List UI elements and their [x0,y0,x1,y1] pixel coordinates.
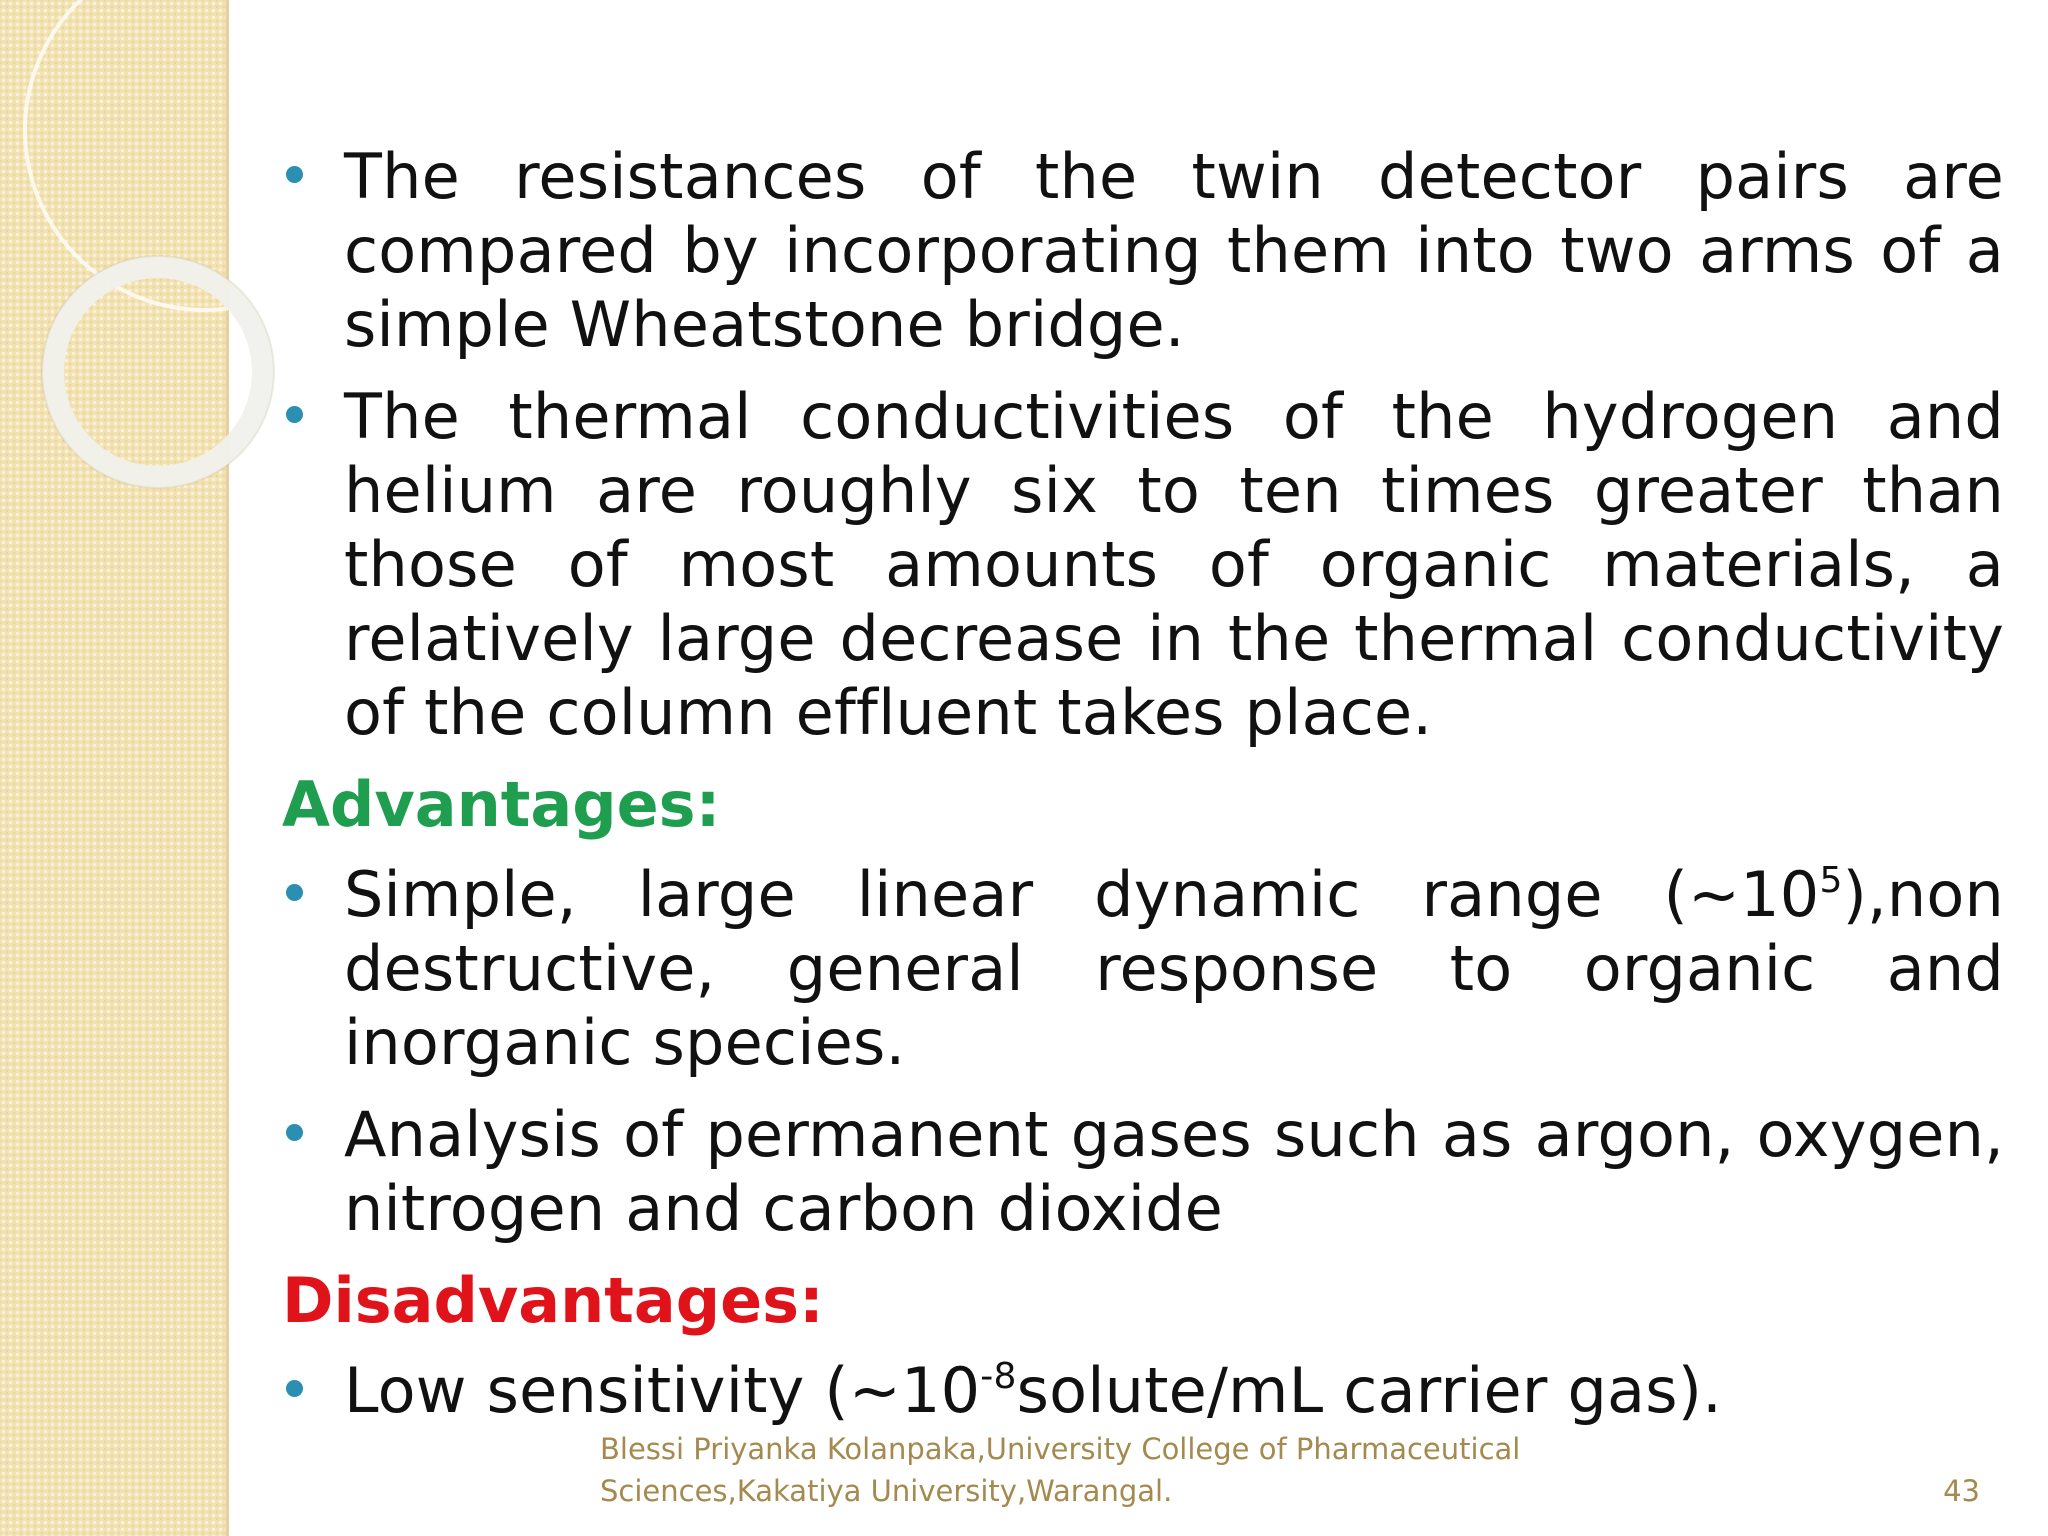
bullet-dot-icon [286,1380,303,1397]
bullet-text-before: Low sensitivity (~10 [344,1354,981,1427]
superscript-exponent: -8 [980,1356,1017,1397]
superscript-exponent: 5 [1819,860,1843,901]
bullet-text: Analysis of permanent gases such as argon, oxygen, nitrogen and carbon dioxide [344,1098,2004,1245]
small-ring [53,267,263,477]
slide-content [282,140,2004,1428]
bullet-dot-icon [286,884,303,901]
page-number: 43 [1943,1474,1980,1508]
bullet-advantage-permanent-gases [282,1098,2004,1246]
bullet-text: The resistances of the twin detector pairs are compared by incorporating them into two arms of a simple Wheatstone bridge. [344,140,2004,361]
bullet-disadvantage-sensitivity [282,1354,2004,1428]
bullet-text-after: ),non destructive, general response to organic and inorganic species. [344,858,2004,1079]
bullet-thermal-conductivity [282,380,2004,750]
disadvantages-heading: Disadvantages: [282,1264,824,1337]
bullet-dot-icon [286,166,303,183]
bullet-dot-icon [286,1124,303,1141]
footer-author: Blessi Priyanka Kolanpaka,University College of Pharmaceutical Sciences,Kakatiya University,Warangal. [600,1432,1521,1508]
advantages-heading: Advantages: [282,768,721,841]
bullet-text-before: Simple, large linear dynamic range (~10 [344,858,1820,931]
bullet-advantage-dynamic-range [282,858,2004,1080]
bullet-text: The thermal conductivities of the hydrogen and helium are roughly six to ten times greater than those of most amounts of organic materials, a relatively large decrease in the thermal conductivity of the column effluent takes place. [344,380,2004,749]
bullet-text-after: solute/mL carrier gas). [1016,1354,1722,1427]
bullet-wheatstone [282,140,2004,362]
bullet-dot-icon [286,406,303,423]
